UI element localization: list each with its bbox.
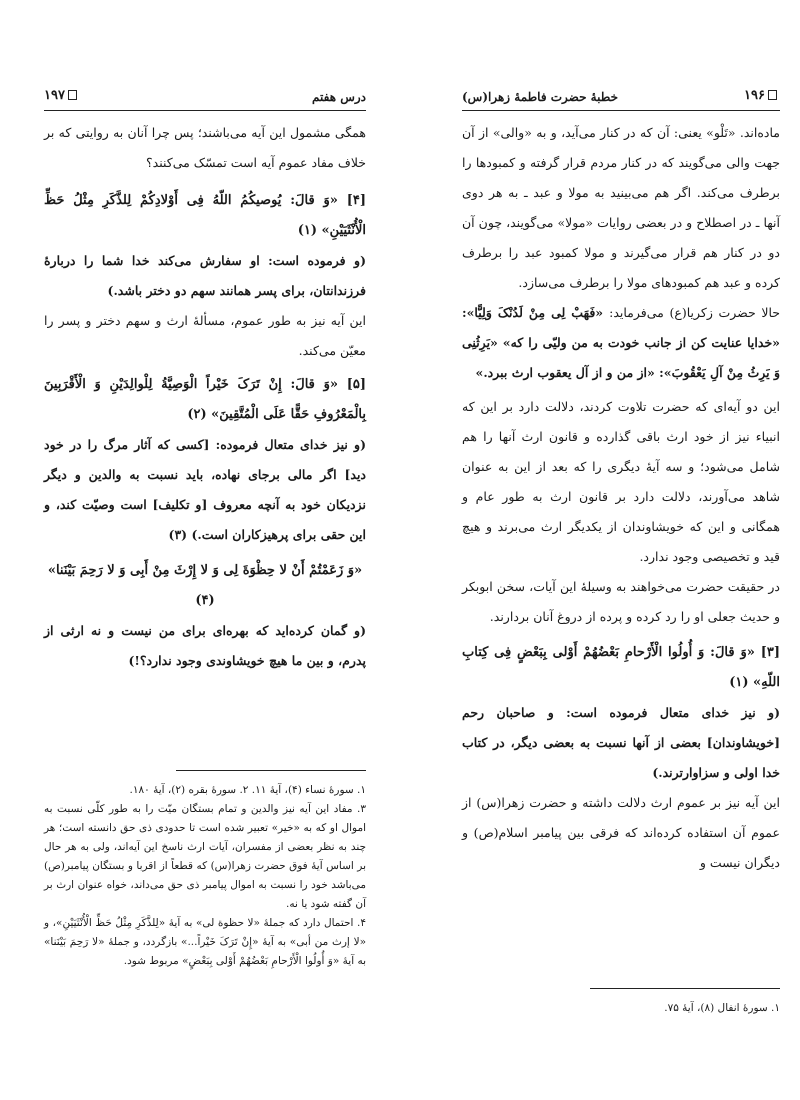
paragraph-2 bbox=[462, 298, 780, 388]
verse-6: «وَ زَعَمْتُمْ أَنْ لا حِظْوَةَ لِی وَ لا إِرْثَ مِنْ أَبِی وَ لا رَحِمَ بَیْنَنا» (۴) bbox=[47, 563, 363, 608]
right-page-title-display: خطبهٔ حضرت فاطمهٔ زهرا(س) bbox=[462, 90, 618, 104]
paragraph-2-translation: «خدایا عنایت کن از جانب خودت به من ولیّی را که» «یَرِثُنِی وَ یَرِثُ مِنْ آلِ یَعْقُوبَ»: «از من و از آل یعقوب ارث ببرد.» bbox=[462, 335, 780, 380]
verse-3: [۳] «وَ قالَ: وَ أُولُوا الْأَرْحامِ بَعْضُهُمْ أَوْلی بِبَعْضٍ فِی کِتابِ اللّهِ» (۱) bbox=[462, 645, 780, 690]
paragraph-3: این دو آیه‌ای که حضرت تلاوت کردند، دلالت دارد بر این که انبیاء نیز از خود ارث باقی گذارده و قانون ارث آنها را هم شامل می‌شود؛ و سه آیهٔ دیگری را که بعد از این به عنوان شاهد می‌آورند، دلالت دارد بر قانون ارث به طور عام و همگانی و این که خویشاوندان از یکدیگر ارث می‌برند و هیچ قید و تخصیصی وجود ندارد. bbox=[462, 399, 780, 564]
footnote-4: ۴. احتمال دارد که جملهٔ «لا حظوة لی» به آیهٔ «لِلذَّکَرِ مِثْلُ حَظِّ الْأُنْثَیَیْنِ»، و «لا إرث من أبی» به آیهٔ «إِنْ تَرَکَ خَیْراً...» بازگردد، و جملهٔ «لا رَحِمَ بَیْنَنا» به آیهٔ «وَ أُولُوا الْأَرْحامِ بَعْضُهُمْ أَوْلی بِبَعْضٍ» مربوط شود. bbox=[44, 917, 366, 967]
page-box-icon bbox=[768, 90, 777, 100]
verse-4-note: این آیه نیز به طور عموم، مسألهٔ ارث و سهم دختر و پسر را معیّن می‌کند. bbox=[44, 313, 366, 358]
paragraph-2-intro: حالا حضرت زکریا(ع) می‌فرماید: bbox=[609, 305, 780, 320]
paragraph-1: ماده‌اند. «تَلْو» یعنی: آن که در کنار می‌آید، و به «والی» از آن جهت والی می‌گویند که در کنار مردم قرار گرفته و کمبودها را برطرف می‌کند. اگر هم می‌بینید به مولا و عبد ـ به هر دوی آنها ـ در اصطلاح و در بعضی روایات «مولا» می‌گویند، چون آن دو در کنار هم قرار می‌گیرند و مولا کمبود عبد را برطرف کرده و عبد هم کمبودهای مولا را برطرف می‌سازد. bbox=[462, 125, 780, 290]
footnote-right-1: ۱. سورهٔ انفال (۸)، آیهٔ ۷۵. bbox=[664, 1002, 780, 1014]
paragraph-4: در حقیقت حضرت می‌خواهند به وسیلهٔ این آیات، سخن ابوبکر و حدیث جعلی او را رد کرده و پرده از دروغ آنان بردارند. bbox=[462, 579, 780, 624]
verse-6-translation: (و گمان کرده‌اید که بهره‌ای برای من نیست و نه ارثی از پدرم، و بین ما هیچ خویشاوندی وجود ندارد؟!) bbox=[44, 623, 366, 668]
verse-5-translation: (و نیز خدای متعال فرموده: [کسی که آثار مرگ را در خود دید] اگر مالی برجای نهاده، باید نسبت به والدین و دیگر نزدیکان خود به آنچه معروف [و تکلیف] است وصیّت کند، و این حقی برای پرهیزکاران است.) (۳) bbox=[44, 437, 366, 542]
intro-paragraph: همگی مشمول این آیه می‌باشند؛ پس چرا آنان به روایتی که بر خلاف مفاد عموم آیه است تمسّک می‌کنند؟ bbox=[44, 125, 366, 170]
footnote-divider bbox=[590, 988, 780, 989]
page-box-icon bbox=[68, 90, 77, 100]
left-page-title: درس هفتم bbox=[312, 90, 366, 104]
right-page-number-label: ۱۹۶ bbox=[744, 88, 780, 103]
left-footnotes bbox=[44, 770, 366, 971]
right-page bbox=[400, 0, 800, 1100]
footnote-1-2: ۱. سورهٔ نساء (۴)، آیهٔ ۱۱. ۲. سورهٔ بقره (۲)، آیهٔ ۱۸۰. bbox=[129, 784, 366, 796]
left-page-body bbox=[44, 118, 366, 676]
verse-4: [۴] «وَ قالَ: یُوصیکُمُ اللّهُ فِی أَوْلادِکُمْ لِلذَّکَرِ مِثْلُ حَظِّ الْأُنْثَیَیْنِ» (۱) bbox=[44, 193, 366, 238]
verse-3-translation: (و نیز خدای متعال فرموده است: و صاحبان رحم [خویشاوندان] بعضی از آنها نسبت به بعضی دیگر، در کتاب خدا اولی و سزاوارترند.) bbox=[462, 705, 780, 780]
footnote-3: ۳. مفاد این آیه نیز والدین و تمام بستگان میّت را به طور کلّی نسبت به اموال او که به «خیر» تعبیر شده است تا حدودی ذی حق دانسته است؛ هر چند به نظر بعضی از مفسران، آیات ارث ناسخ این آیه‌اند، ولی به هر حال بر اساس آیهٔ فوق حضرت زهرا(س) که قطعاً از اقربا و بستگان پیامبر(ص) می‌باشد خود را نسبت به اموال پیامبر ذی حق می‌داند، خواه عنوان ارث بر آن گفته شود یا نه. bbox=[44, 803, 366, 910]
verse-5: [۵] «وَ قالَ: إِنْ تَرَکَ خَیْراً الْوَصِیَّةُ لِلْوالِدَیْنِ وَ الْأَقْرَبِینَ بِالْمَعْرُوفِ حَقًّا عَلَی الْمُتَّقِینَ» (۲) bbox=[44, 377, 366, 422]
left-page-header bbox=[44, 88, 366, 111]
right-page-number-wrap bbox=[462, 88, 780, 110]
footnote-divider bbox=[176, 770, 366, 771]
right-page-body bbox=[462, 118, 780, 878]
right-footnotes bbox=[462, 988, 780, 1018]
verse-4-translation: (و فرموده است: او سفارش می‌کند خدا شما را دربارهٔ فرزندانتان، برای پسر همانند سهم دو دختر باشد.) bbox=[44, 253, 366, 298]
paragraph-5: این آیه نیز بر عموم ارث دلالت داشته و حضرت زهرا(س) از عموم آن استفاده کرده‌اند که فرقی بین پیامبر اسلام(ص) و دیگران نیست و bbox=[462, 795, 780, 870]
paragraph-2-verse: «فَهَبْ لِی مِنْ لَدُنْکَ وَلِیًّا»: bbox=[462, 305, 604, 320]
left-page-number: ۱۹۷ bbox=[44, 88, 80, 103]
